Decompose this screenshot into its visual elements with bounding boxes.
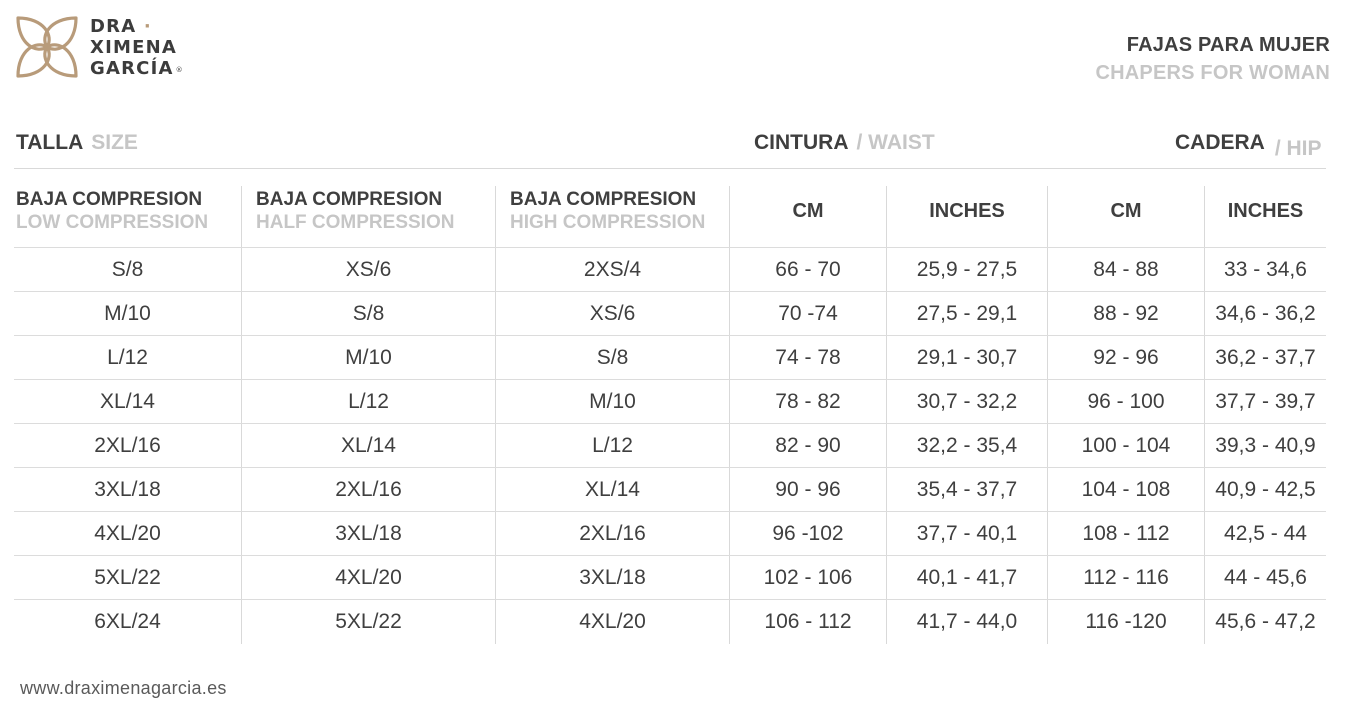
table-cell: 106 - 112 xyxy=(730,600,887,644)
table-cell: 66 - 70 xyxy=(730,248,887,291)
table-cell: 96 - 100 xyxy=(1048,380,1205,423)
table-cell: 90 - 96 xyxy=(730,468,887,511)
table-cell: 82 - 90 xyxy=(730,424,887,467)
table-cell: 35,4 - 37,7 xyxy=(887,468,1048,511)
table-cell: 78 - 82 xyxy=(730,380,887,423)
section-cadera-en: / HIP xyxy=(1274,137,1322,160)
column-header-low xyxy=(14,186,242,247)
table-cell: 30,7 - 32,2 xyxy=(887,380,1048,423)
table-row xyxy=(14,600,1326,644)
section-cintura xyxy=(754,131,935,155)
size-table xyxy=(14,186,1326,644)
section-divider xyxy=(14,168,1326,169)
section-cintura-es: CINTURA xyxy=(754,131,849,154)
table-row xyxy=(14,556,1326,600)
table-cell: 40,9 - 42,5 xyxy=(1215,477,1316,501)
table-cell: 39,3 - 40,9 xyxy=(1215,433,1316,457)
table-cell: M/10 xyxy=(14,292,242,335)
table-cell: 5XL/22 xyxy=(242,600,496,644)
brand-line-3: GARCÍA xyxy=(90,58,174,79)
table-cell: 41,7 - 44,0 xyxy=(887,600,1048,644)
table-cell: XS/6 xyxy=(496,292,730,335)
section-talla xyxy=(16,131,138,155)
brand-name xyxy=(90,16,183,81)
table-header-row xyxy=(14,186,1326,248)
table-cell: 25,9 - 27,5 xyxy=(887,248,1048,291)
table-cell: 6XL/24 xyxy=(14,600,242,644)
column-header-waist-inches: INCHES xyxy=(887,186,1048,247)
title-es: FAJAS PARA MUJER xyxy=(1126,34,1330,56)
table-cell: 70 -74 xyxy=(730,292,887,335)
registered-mark: ® xyxy=(175,66,183,74)
table-row xyxy=(14,380,1326,424)
column-header-half xyxy=(242,186,496,247)
table-cell: 34,6 - 36,2 xyxy=(1215,301,1316,325)
column-header-en: LOW COMPRESSION xyxy=(16,212,209,233)
table-cell: 3XL/18 xyxy=(242,512,496,555)
table-cell: S/8 xyxy=(14,248,242,291)
table-cell: 2XL/16 xyxy=(496,512,730,555)
table-cell: 102 - 106 xyxy=(730,556,887,599)
table-cell: 36,2 - 37,7 xyxy=(1215,345,1316,369)
table-cell: 96 -102 xyxy=(730,512,887,555)
table-cell: 88 - 92 xyxy=(1048,292,1205,335)
brand-logo xyxy=(14,14,183,84)
table-cell: 45,6 - 47,2 xyxy=(1215,610,1316,633)
table-cell: 92 - 96 xyxy=(1048,336,1205,379)
table-cell: 33 - 34,6 xyxy=(1224,257,1307,281)
column-header-es: BAJA COMPRESION xyxy=(16,189,203,210)
column-header-en: HIGH COMPRESSION xyxy=(510,212,706,233)
table-cell: S/8 xyxy=(496,336,730,379)
table-cell: 74 - 78 xyxy=(730,336,887,379)
table-cell: M/10 xyxy=(496,380,730,423)
website-url: www.draximenagarcia.es xyxy=(20,678,227,698)
table-cell: 112 - 116 xyxy=(1048,556,1205,599)
title-en: CHAPERS FOR WOMAN xyxy=(1095,62,1330,84)
table-cell: 44 - 45,6 xyxy=(1224,565,1307,589)
table-cell: 116 -120 xyxy=(1048,600,1205,644)
table-cell: XL/14 xyxy=(496,468,730,511)
table-cell: XS/6 xyxy=(242,248,496,291)
section-talla-en: SIZE xyxy=(91,131,138,154)
brand-line-1: DRA xyxy=(90,16,137,37)
column-header-hip-cm: CM xyxy=(1048,186,1205,247)
table-row xyxy=(14,424,1326,468)
column-header-es: BAJA COMPRESION xyxy=(256,189,443,210)
column-header-es: BAJA COMPRESION xyxy=(510,189,697,210)
table-cell: L/12 xyxy=(242,380,496,423)
table-row xyxy=(14,336,1326,380)
table-cell: 2XL/16 xyxy=(242,468,496,511)
table-cell: 100 - 104 xyxy=(1048,424,1205,467)
table-row xyxy=(14,468,1326,512)
table-cell: S/8 xyxy=(242,292,496,335)
table-cell: 29,1 - 30,7 xyxy=(887,336,1048,379)
table-cell: 42,5 - 44 xyxy=(1224,521,1307,545)
table-cell: 37,7 - 39,7 xyxy=(1215,389,1316,413)
table-cell: 4XL/20 xyxy=(496,600,730,644)
section-cadera-es: CADERA xyxy=(1175,131,1265,154)
table-cell: 2XS/4 xyxy=(496,248,730,291)
table-cell: M/10 xyxy=(242,336,496,379)
table-cell: 40,1 - 41,7 xyxy=(887,556,1048,599)
table-cell: 27,5 - 29,1 xyxy=(887,292,1048,335)
table-cell: 84 - 88 xyxy=(1048,248,1205,291)
table-cell: 37,7 - 40,1 xyxy=(887,512,1048,555)
table-cell: 3XL/18 xyxy=(14,468,242,511)
table-cell: 4XL/20 xyxy=(242,556,496,599)
column-header-high xyxy=(496,186,730,247)
section-talla-es: TALLA xyxy=(16,131,84,154)
table-cell: L/12 xyxy=(496,424,730,467)
table-row xyxy=(14,292,1326,336)
table-cell: 5XL/22 xyxy=(14,556,242,599)
column-header-hip-inches: INCHES xyxy=(1227,200,1304,222)
table-cell: 2XL/16 xyxy=(14,424,242,467)
brand-dot: · xyxy=(143,16,152,37)
table-cell: XL/14 xyxy=(14,380,242,423)
table-cell: L/12 xyxy=(14,336,242,379)
column-header-waist-cm: CM xyxy=(730,186,887,247)
column-header-en: HALF COMPRESSION xyxy=(256,212,455,233)
flower-logo-icon xyxy=(14,14,80,80)
table-cell: 108 - 112 xyxy=(1048,512,1205,555)
section-cadera xyxy=(1175,131,1322,160)
page-title xyxy=(1095,31,1330,87)
table-cell: 3XL/18 xyxy=(496,556,730,599)
brand-line-2: XIMENA xyxy=(90,37,177,58)
table-row xyxy=(14,512,1326,556)
table-cell: XL/14 xyxy=(242,424,496,467)
table-row xyxy=(14,248,1326,292)
section-cintura-en: / WAIST xyxy=(856,131,935,154)
table-cell: 4XL/20 xyxy=(14,512,242,555)
table-cell: 104 - 108 xyxy=(1048,468,1205,511)
table-cell: 32,2 - 35,4 xyxy=(887,424,1048,467)
